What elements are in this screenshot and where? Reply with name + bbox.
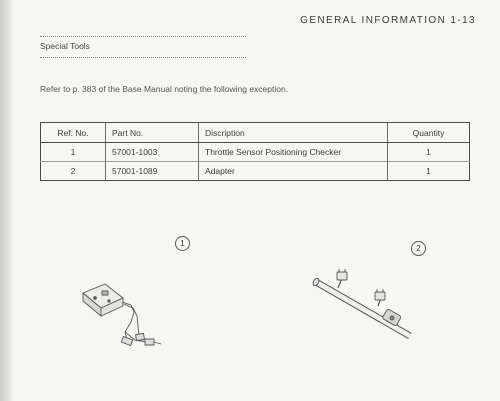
section-rule-bottom (40, 57, 246, 58)
cell-quantity: 1 (388, 162, 470, 181)
cell-description: Adapter (199, 162, 388, 181)
adapter-tube-icon (312, 266, 422, 346)
table-header-row (41, 123, 470, 143)
section-title: Special Tools (40, 41, 90, 51)
cell-description: Throttle Sensor Positioning Checker (199, 143, 388, 162)
intro-text: Refer to p. 383 of the Base Manual noting the following exception. (40, 84, 289, 94)
sensor-checker-with-cable-icon (75, 278, 185, 358)
table-row (41, 162, 470, 181)
column-header-part-no: Part No. (106, 123, 199, 143)
cell-quantity: 1 (388, 143, 470, 162)
cell-part-no: 57001-1003 (106, 143, 199, 162)
cell-part-no: 57001-1089 (106, 162, 199, 181)
cell-ref-no: 2 (41, 162, 106, 181)
figure-callout-1: 1 (175, 236, 190, 251)
column-header-quantity: Quantity (388, 123, 470, 143)
table-row (41, 143, 470, 162)
special-tools-table (40, 122, 470, 181)
page-header-title: GENERAL INFORMATION 1-13 (300, 15, 476, 26)
cell-ref-no: 1 (70, 147, 76, 157)
section-rule-top (40, 36, 246, 37)
column-header-description: Discription (199, 123, 388, 143)
page-binding-shadow (0, 0, 14, 401)
figure-callout-2: 2 (411, 241, 426, 256)
column-header-ref-no: Ref. No. (41, 123, 106, 143)
